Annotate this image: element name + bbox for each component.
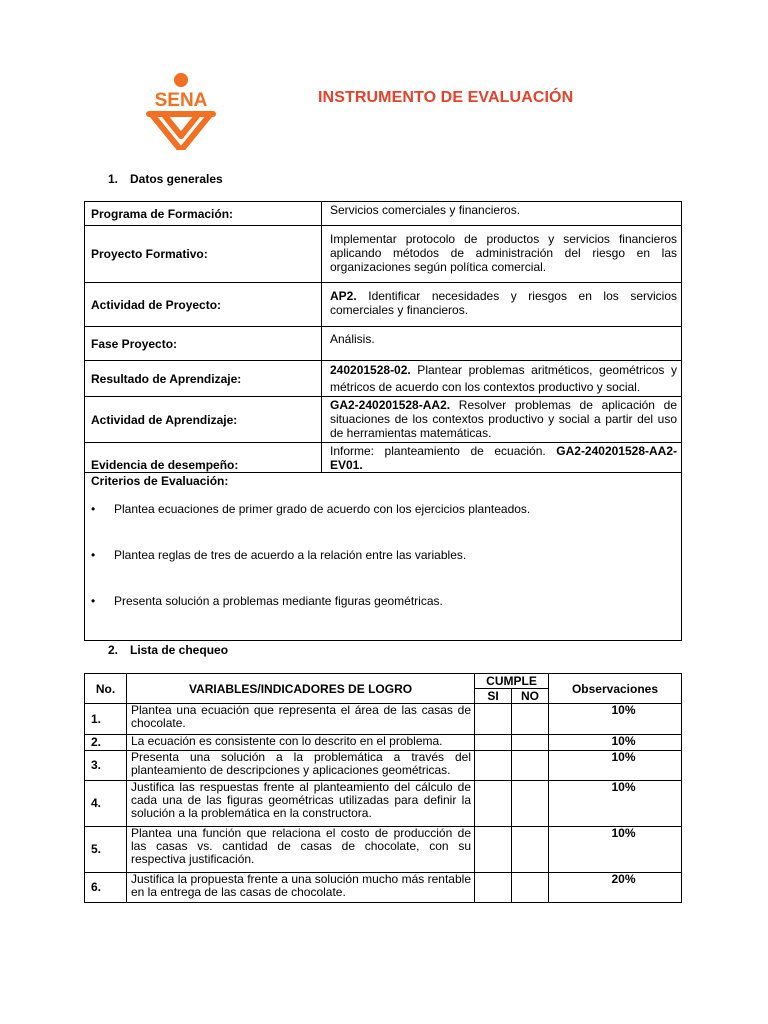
general-row-fase: [85, 327, 682, 361]
row-value: GA2-240201528-AA2. Resolver problemas de aplicación de situaciones de los contextos productivo y social a partir del uso de herramientas matemáticas.: [322, 397, 682, 443]
general-row-actividad-proyecto: [85, 283, 682, 327]
checklist-row: [85, 827, 682, 873]
row-observation: 10%: [549, 735, 682, 751]
criteria-item: • Plantea reglas de tres de acuerdo a la relación entre las variables.: [91, 548, 467, 562]
checklist-table: [84, 673, 682, 903]
row-indicator: La ecuación es consistente con lo descrito en el problema.: [127, 735, 475, 751]
row-number: 5.: [85, 827, 127, 873]
row-value: 240201528-02. Plantear problemas aritméticos, geométricos y métricos de acuerdo con los contextos productivo y social.: [322, 361, 682, 397]
sena-logo: [143, 72, 219, 150]
row-observation: 20%: [549, 873, 682, 903]
row-number: 6.: [85, 873, 127, 903]
no-cell[interactable]: [512, 827, 549, 873]
row-label: Proyecto Formativo:: [85, 226, 322, 283]
row-value: Servicios comerciales y financieros.: [322, 202, 682, 226]
no-cell[interactable]: [512, 873, 549, 903]
row-indicator: Presenta una solución a la problemática a través del planteamiento de descripciones y aplicaciones geométricas.: [127, 751, 475, 781]
header-no-col: NO: [512, 689, 549, 704]
row-label: Actividad de Aprendizaje:: [85, 397, 322, 443]
general-row-proyecto: [85, 226, 682, 283]
section-title: Lista de chequeo: [130, 643, 229, 657]
row-value: Informe: planteamiento de ecuación. GA2-240201528-AA2-EV01.: [322, 443, 682, 473]
section-number: 1.: [108, 172, 119, 186]
row-observation: 10%: [549, 827, 682, 873]
checklist-header-row: [85, 674, 682, 689]
general-row-resultado: [85, 361, 682, 397]
criteria-list: [91, 502, 675, 640]
bullet: •: [91, 548, 96, 562]
row-number: 2.: [85, 735, 127, 751]
row-value: Análisis.: [322, 327, 682, 361]
row-label: Evidencia de desempeño:: [85, 443, 322, 473]
no-cell[interactable]: [512, 735, 549, 751]
row-label: Fase Proyecto:: [85, 327, 322, 361]
checklist-row: [85, 751, 682, 781]
logo-text: SENA: [154, 90, 208, 111]
row-number: 4.: [85, 781, 127, 827]
criteria-title: Criterios de Evaluación:: [91, 474, 229, 488]
row-indicator: Justifica la propuesta frente a una solución mucho más rentable en la entrega de las casas de chocolate.: [127, 873, 475, 903]
row-observation: 10%: [549, 751, 682, 781]
header-si: SI: [475, 689, 512, 704]
row-label: Resultado de Aprendizaje:: [85, 361, 322, 397]
row-label: Programa de Formación:: [85, 202, 322, 226]
general-row-programa: [85, 202, 682, 226]
row-indicator: Plantea una función que relaciona el costo de producción de las casas vs. cantidad de casas de chocolate, con su respectiva justificación.: [127, 827, 475, 873]
header-observaciones: Observaciones: [549, 674, 682, 704]
section-general-heading: [108, 172, 223, 186]
row-label: Actividad de Proyecto:: [85, 283, 322, 327]
row-value: AP2. Identificar necesidades y riesgos en los servicios comerciales y financieros.: [322, 283, 682, 327]
bullet: •: [91, 502, 96, 516]
row-value: Implementar protocolo de productos y servicios financieros aplicando métodos de administración del riesgo en las organizaciones según política comercial.: [322, 226, 682, 283]
bullet: •: [91, 594, 96, 608]
criteria-cell: [85, 473, 682, 641]
no-cell[interactable]: [512, 704, 549, 735]
row-indicator: Plantea una ecuación que representa el área de las casas de chocolate.: [127, 704, 475, 735]
row-observation: 10%: [549, 781, 682, 827]
si-cell[interactable]: [475, 781, 512, 827]
general-row-criterios: [85, 473, 682, 641]
criteria-item: • Presenta solución a problemas mediante figuras geométricas.: [91, 594, 443, 608]
si-cell[interactable]: [475, 751, 512, 781]
checklist-row: [85, 873, 682, 903]
header-cumple: CUMPLE: [475, 674, 549, 689]
no-cell[interactable]: [512, 751, 549, 781]
row-number: 3.: [85, 751, 127, 781]
row-observation: 10%: [549, 704, 682, 735]
criteria-item: • Plantea ecuaciones de primer grado de acuerdo con los ejercicios planteados.: [91, 502, 531, 516]
header-no: No.: [85, 674, 127, 704]
general-data-table: [84, 201, 682, 641]
section-number: 2.: [108, 643, 119, 657]
checklist-row: [85, 704, 682, 735]
no-cell[interactable]: [512, 781, 549, 827]
header-indicators: VARIABLES/INDICADORES DE LOGRO: [127, 674, 475, 704]
row-number: 1.: [85, 704, 127, 735]
section-checklist-heading: [108, 643, 228, 657]
checklist-row: [85, 781, 682, 827]
document-title: INSTRUMENTO DE EVALUACIÓN: [318, 89, 574, 106]
section-title: Datos generales: [130, 172, 223, 186]
checklist-row: [85, 735, 682, 751]
si-cell[interactable]: [475, 704, 512, 735]
general-row-evidencia: [85, 443, 682, 473]
general-row-actividad-aprendizaje: [85, 397, 682, 443]
si-cell[interactable]: [475, 873, 512, 903]
row-indicator: Justifica las respuestas frente al planteamiento del cálculo de cada una de las figuras geométricas utilizadas para definir la solución a la problemática en la constructora.: [127, 781, 475, 827]
si-cell[interactable]: [475, 827, 512, 873]
si-cell[interactable]: [475, 735, 512, 751]
